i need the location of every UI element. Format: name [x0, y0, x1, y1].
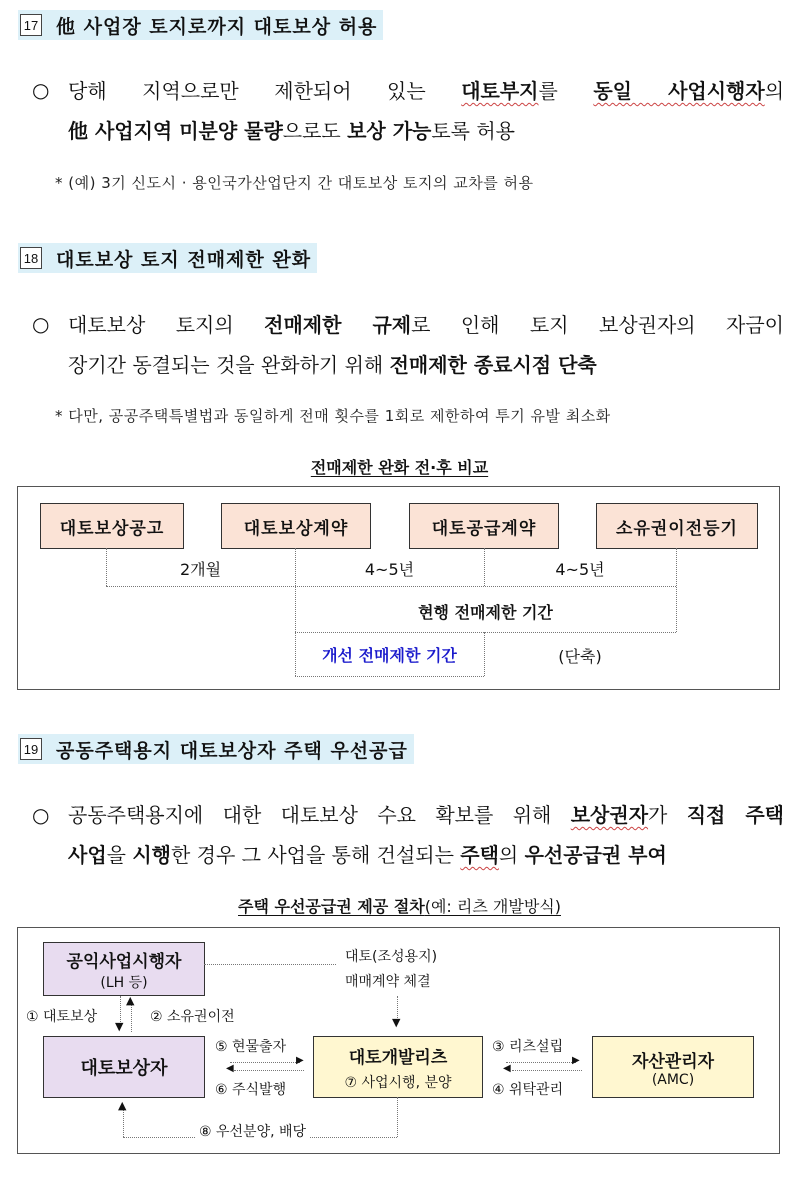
bullet-mark: ○ — [32, 78, 50, 102]
text-bold: 주택 — [460, 843, 499, 867]
section-number: 19 — [20, 738, 42, 760]
step-6-label: ⑥ 주식발행 — [215, 1082, 287, 1098]
text: 토록 허용 — [431, 119, 515, 143]
s17-paragraph — [68, 71, 784, 151]
text-bold: 시행 — [132, 843, 171, 867]
arrow-down-icon: ▼ — [115, 1020, 124, 1033]
text: 대토보상 토지의 — [68, 313, 265, 337]
text: 장기간 동결되는 것을 완화하기 위해 — [68, 353, 390, 377]
text-bold: 직접 주택 — [686, 803, 785, 827]
period-label: 4~5년 — [364, 560, 415, 579]
contract-label-2: 매매계약 체결 — [345, 974, 431, 990]
reits-title: 대토개발리츠 — [348, 1047, 448, 1068]
text: 한 경우 그 사업을 통해 건설되는 — [170, 843, 461, 867]
current-period-label: 현행 전매제한 기간 — [418, 603, 553, 622]
text-bold: 보상 가능 — [347, 119, 432, 143]
text-bold: 동일 사업시행자 — [593, 79, 765, 103]
s18-caption: 전매제한 완화 전·후 비교 — [310, 458, 489, 477]
arrow-up-icon: ▲ — [126, 994, 135, 1007]
bullet-mark: ○ — [32, 312, 50, 336]
box-supply-contract: 대토공급계약 — [409, 503, 559, 549]
text: 로 인해 토지 보상권자의 자금이 — [411, 313, 784, 337]
section-17-header — [18, 10, 383, 40]
text: 가 — [648, 803, 687, 827]
text-bold: 전매제한 규제 — [264, 313, 412, 337]
public-developer-title: 공익사업시행자 — [66, 951, 182, 972]
arrow-down-icon: ▼ — [392, 1016, 401, 1029]
step-1-label: ① 대토보상 — [26, 1009, 98, 1025]
dotted-line — [295, 676, 484, 677]
arrow-left-icon: ◀ — [226, 1063, 234, 1074]
text: 를 — [538, 79, 594, 103]
text-bold: 우선공급권 부여 — [524, 843, 667, 867]
caption-main: 주택 우선공급권 제공 절차 — [238, 897, 425, 916]
step-3-label: ③ 리츠설립 — [492, 1039, 564, 1055]
section-title: 공동주택용지 대토보상자 주택 우선공급 — [56, 739, 408, 762]
text-bold: 대토부지 — [461, 79, 539, 103]
public-developer-box — [43, 942, 205, 996]
s19-paragraph — [68, 795, 784, 875]
text: 의 — [498, 843, 525, 867]
public-developer-sub: (LH 등) — [100, 974, 148, 991]
improved-period-label: 개선 전매제한 기간 — [322, 646, 457, 665]
arrow-right-icon: ▶ — [572, 1055, 580, 1066]
text-bold: 사업 — [68, 843, 107, 867]
s19-caption — [0, 894, 799, 917]
dotted-line — [123, 1108, 124, 1137]
text-bold: 他 사업지역 미분양 물량 — [68, 119, 283, 143]
text: 공동주택용지에 대한 대토보상 수요 확보를 위해 — [68, 803, 571, 827]
caption-sub: (예: 리츠 개발방식) — [424, 897, 561, 916]
step-2-label: ② 소유권이전 — [150, 1009, 235, 1025]
arrow-left-icon: ◀ — [503, 1063, 511, 1074]
section-19-header — [18, 734, 414, 764]
text: 의 — [764, 79, 785, 103]
section-number: 17 — [20, 14, 42, 36]
section-title: 대토보상 토지 전매제한 완화 — [56, 248, 312, 271]
land-owner-box — [43, 1036, 205, 1098]
text: 을 — [106, 843, 133, 867]
dotted-line — [204, 964, 336, 965]
period-label: 4~5년 — [555, 560, 605, 579]
amc-box — [592, 1036, 754, 1098]
land-owner-title: 대토보상자 — [80, 1058, 168, 1079]
dotted-line — [131, 1004, 132, 1032]
dotted-line — [295, 632, 676, 633]
dotted-line — [106, 586, 676, 587]
text: 당해 지역으로만 제한되어 있는 — [68, 79, 462, 103]
shortened-label: (단축) — [558, 647, 602, 666]
box-compensation-contract: 대토보상계약 — [221, 503, 371, 549]
step-5-label: ⑤ 현물출자 — [215, 1039, 287, 1055]
step-8-label: ⑧ 우선분양, 배당 — [195, 1121, 310, 1141]
s18-paragraph — [68, 305, 784, 385]
arrow-right-icon: ▶ — [296, 1055, 304, 1066]
reits-box — [313, 1036, 483, 1098]
s17-note: * (예) 3기 신도시 · 용인국가산업단지 간 대토보상 토지의 교차를 허용 — [55, 174, 534, 192]
text-bold: 보상권자 — [570, 803, 649, 827]
bullet-mark: ○ — [32, 803, 50, 827]
section-18-header — [18, 243, 317, 273]
text-bold: 전매제한 종료시점 단축 — [389, 353, 597, 377]
period-label: 2개월 — [179, 560, 222, 579]
dotted-line — [397, 1097, 398, 1137]
step-4-label: ④ 위탁관리 — [492, 1082, 564, 1098]
section-title: 他 사업장 토지로까지 대토보상 허용 — [56, 15, 378, 38]
box-land-notice: 대토보상공고 — [40, 503, 184, 549]
reits-sub: ⑦ 사업시행, 분양 — [344, 1074, 452, 1091]
dotted-line — [512, 1070, 582, 1071]
text: 으로도 — [282, 119, 348, 143]
dotted-line — [230, 1062, 300, 1063]
amc-title: 자산관리자 — [631, 1051, 715, 1072]
s18-note: * 다만, 공공주택특별법과 동일하게 전매 횟수를 1회로 제한하여 투기 유발 최소화 — [55, 407, 611, 425]
dotted-line — [676, 548, 677, 632]
contract-label-1: 대토(조성용지) — [345, 949, 438, 965]
dotted-line — [506, 1062, 576, 1063]
dotted-line — [234, 1070, 304, 1071]
amc-sub: (AMC) — [651, 1071, 695, 1088]
box-ownership-transfer: 소유권이전등기 — [596, 503, 758, 549]
section-number: 18 — [20, 247, 42, 269]
arrow-up-icon: ▲ — [118, 1099, 127, 1112]
